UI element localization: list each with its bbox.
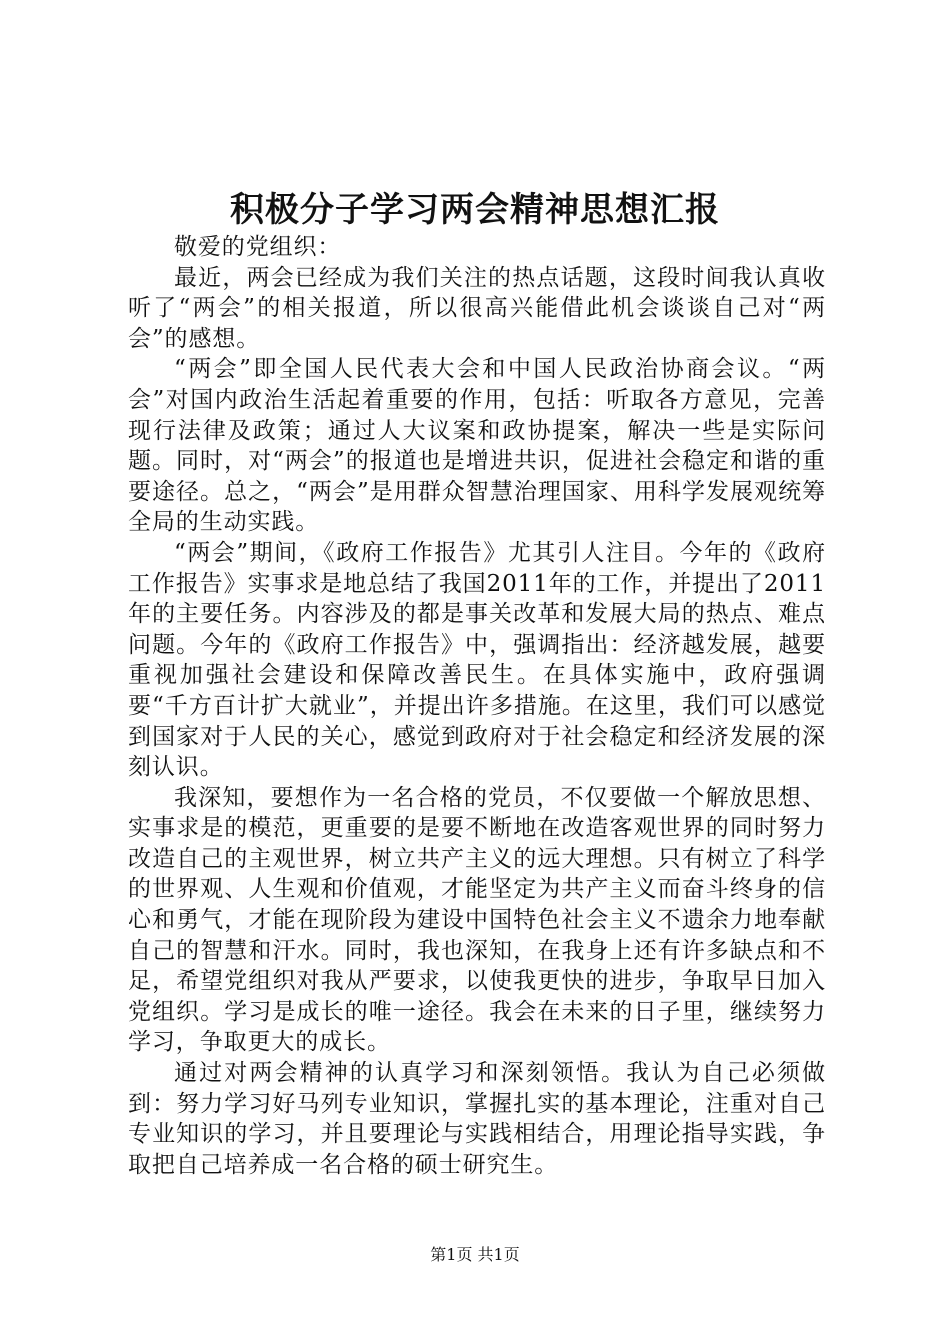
document-body [128,232,826,1180]
document-title: 积极分子学习两会精神思想汇报 [230,190,720,230]
page-footer: 第1页 共1页 [430,1245,520,1264]
salutation: 敬爱的党组织： [174,234,342,260]
paragraph-2: “两会”即全国人民代表大会和中国人民政治协商会议。“两会”对国内政治生活起着重要的作用，包括：听取各方意见，完善现行法律及政策；通过人大议案和政协提案，解决一些是实际问题。同时，对“两会”的报道也是增进共识，促进社会稳定和谐的重要途径。总之，“两会”是用群众智慧治理国家、用科学发展观统筹全局的生动实践。 [128,356,826,536]
paragraph-1: 最近，两会已经成为我们关注的热点话题，这段时间我认真收听了“两会”的相关报道，所以很高兴能借此机会谈谈自己对“两会”的感想。 [128,264,826,352]
paragraph-5: 通过对两会精神的认真学习和深刻领悟。我认为自己必须做到：努力学习好马列专业知识，掌握扎实的基本理论，注重对自己专业知识的学习，并且要理论与实践相结合，用理论指导实践，争取把自己培养成一名合格的硕士研究生。 [128,1060,826,1178]
paragraph-3: “两会”期间，《政府工作报告》尤其引人注目。今年的《政府工作报告》实事求是地总结了我国2011年的工作，并提出了2011年的主要任务。内容涉及的都是事关改革和发展大局的热点、难点问题。今年的《政府工作报告》中，强调指出：经济越发展，越要重视加强社会建设和保障改善民生。在具体实施中，政府强调要“千方百计扩大就业”，并提出许多措施。在这里，我们可以感觉到国家对于人民的关心，感觉到政府对于社会稳定和经济发展的深刻认识。 [128,539,826,781]
paragraph-4: 我深知，要想作为一名合格的党员，不仅要做一个解放思想、实事求是的模范，更重要的是要不断地在改造客观世界的同时努力改造自己的主观世界，树立共产主义的远大理想。只有树立了科学的世界观、人生观和价值观，才能坚定为共产主义而奋斗终身的信心和勇气，才能在现阶段为建设中国特色社会主义不遗余力地奉献自己的智慧和汗水。同时，我也深知，在我身上还有许多缺点和不足，希望党组织对我从严要求，以使我更快的进步，争取早日加入党组织。学习是成长的唯一途径。我会在未来的日子里，继续努力学习，争取更大的成长。 [128,784,826,1056]
